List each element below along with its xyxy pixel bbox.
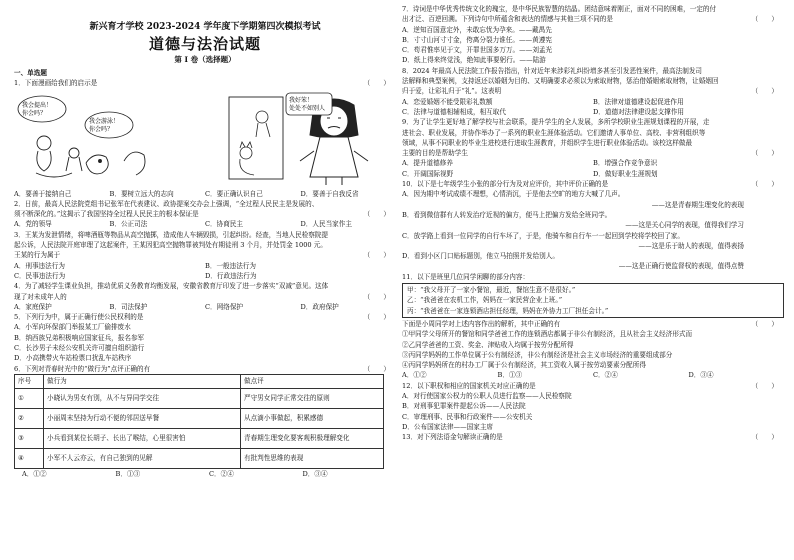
q10-comment-b: ——这是关心同学的表现，值得我们学习 <box>625 221 744 230</box>
q12-item-c[interactable]: C．审理刑事、民事和行政案件——公安机关 <box>402 412 533 421</box>
q3-option-a[interactable]: A．刑事违法行为 <box>14 261 65 270</box>
q10-item-a[interactable]: A．因为期中考试成绩不理想，心情消沉，于是他去空旷的地方大喊了几声。 <box>402 190 625 199</box>
q11-item-4: ④丙同学妈妈所在的村办工厂属于公有制经济，其工资收入属于按劳动要素分配所得 <box>402 361 646 370</box>
q7-line-1: 7．诗词是中华优秀传统文化的瑰宝，是中华民族智慧的结晶。团结意味着刚正，面对不同的困难，一定的付 <box>402 5 717 13</box>
animal-figures <box>36 136 145 177</box>
table-cell: ④ <box>15 448 44 468</box>
q11-item-2: ②乙同学爸爸的工资、奖金、津贴收入均属于按劳分配所得 <box>402 340 574 349</box>
table-cell: ③ <box>15 428 44 448</box>
q7-item-b[interactable]: B．寸寸山河寸寸金，侉离分裂力谁任。——黄遵宪 <box>402 35 552 44</box>
q11-quote-box <box>402 283 784 318</box>
q5-item-b[interactable]: B．纳西族兄弟积极响应国家征兵，报名参军 <box>14 333 145 342</box>
q13-stem: 13．对下列法语金句解读正确的是 （ ） <box>402 433 778 442</box>
speech-bubble-1 <box>18 96 66 122</box>
q7-item-a[interactable]: A．逆知百国意定外，未敢忘忧为孕来。——戴禺先 <box>402 25 552 34</box>
q9-options-row-2 <box>402 169 784 179</box>
cartoon-illustration <box>14 91 384 187</box>
table-header: 做行为 <box>44 374 241 388</box>
q4-line-2: 现了对未成年人的 （ ） <box>14 292 390 301</box>
q8-option-d[interactable]: D．道德对法律建设起支撑作用 <box>593 107 685 116</box>
table-row <box>15 388 384 408</box>
q7-item-c[interactable]: C．苟君惟率见于文，开罪世国多万万。——刘孟光 <box>402 46 553 55</box>
school-title: 新兴育才学校 2023-2024 学年度下学期第四次模拟考试 <box>89 22 321 32</box>
q6-table <box>14 374 384 469</box>
q3-options-row-2 <box>14 271 396 281</box>
q5-item-c[interactable]: C．长沙男子未经公安机关许可擅自组织游行 <box>14 344 145 353</box>
q2-option-b[interactable]: B．公正司法 <box>109 220 148 229</box>
q9-option-d[interactable]: D．做好职业生涯规划 <box>593 169 658 178</box>
q8-option-b[interactable]: B．法律对道德建设起促进作用 <box>593 97 684 106</box>
q1-cartoon <box>14 91 396 187</box>
q9-option-c[interactable]: C．开阔国际视野 <box>402 169 454 178</box>
left-column <box>14 4 396 479</box>
q10-comment-d: ——这是正确行使监督权的表现，值得点赞 <box>618 262 744 271</box>
q3-option-c[interactable]: C．民事违法行为 <box>14 271 66 280</box>
q3-options-row-1 <box>14 261 396 271</box>
table-cell: 小军不人云亦云，有自己独到的见解 <box>44 448 241 468</box>
q1-option-b[interactable]: B．要树立远大的志向 <box>109 189 174 198</box>
table-header: 做点评 <box>241 374 384 388</box>
q9-option-b[interactable]: B．增强合作竞争意识 <box>593 159 658 168</box>
q10-item-b[interactable]: B．看到微信群有人转发治疗近视的偏方，便马上把偏方发给全班同学。 <box>402 210 612 219</box>
q2-option-c[interactable]: C．协商民主 <box>205 220 244 229</box>
q8-option-c[interactable]: C．法律与道德相辅相成，相互取代 <box>402 107 506 116</box>
table-cell: 从点滴小事做起，积累感德 <box>241 408 384 428</box>
q12-item-d[interactable]: D．公布国家法律——国家主席 <box>402 422 494 431</box>
q9-line-1: 9．为了让学生更好地了解学校与社会联系，提升学生的全人发展，多所学校职业生涯规划课程的开展，走 <box>402 118 710 127</box>
q10-item-d[interactable]: D．看到小区门口贴标题别，他立马拍照并发给别人。 <box>402 252 559 261</box>
q11-option-c[interactable]: C．②④ <box>593 371 618 380</box>
q1-options <box>14 189 396 199</box>
q3-line-1: 3．王某为发泄情绪，将啤酒瓶等物品从高空抛掷，造成他人车辆毁损，引起纠纷。经查，当地人民检察院提 <box>14 230 329 239</box>
q11-question: 下面是小周同学对上述内容作出的解析，其中正确的有 （ ） <box>402 319 778 328</box>
table-cell: 小兵看到某位长胡子、长出了喉结，心里很害怕 <box>44 428 241 448</box>
table-cell: 严守男女同学正常交往的原则 <box>241 388 384 408</box>
q2-line-1: 2．日前，最高人民法院党组书记张军在代表建议、政协提案交办会上强调，“全过程人民民主是发展的、 <box>14 199 319 208</box>
table-cell: ① <box>15 388 44 408</box>
q1-option-d[interactable]: D．要善于自我反省 <box>300 189 359 198</box>
q7-line-2: 出才泛、百逆回溯。下列诗句中所蕴含和表达的情感与其他三项不同的是 （ ） <box>402 15 778 24</box>
q11-option-d[interactable]: D．③④ <box>688 371 714 380</box>
q8-option-a[interactable]: A．恋爱婚姻不能受限彩礼数额 <box>402 97 493 106</box>
q8-line-1: 8．2024 年最高人民法院工作报告指出，针对近年来涉彩礼纠纷增多甚至引发恶性案件，最高法制发司 <box>402 66 703 75</box>
q11-quote-jia: 甲：“我父母开了一家小餐馆，最近，餐馆生意不是很好。” <box>407 286 576 295</box>
q9-option-a[interactable]: A．提升道德修养 <box>402 159 453 168</box>
q6-option-c[interactable]: C．②④ <box>209 469 234 478</box>
table-header: 序号 <box>15 374 44 388</box>
q5-item-a[interactable]: A．小军向环保部门举报某工厂偷排废水 <box>14 323 131 332</box>
bubble-3-text: 我好笨！处处不如别人 <box>289 96 326 112</box>
q4-option-c[interactable]: C．网络保护 <box>205 302 244 311</box>
q12-stem: 12．以下职权和相应的国家机关对应正确的是 （ ） <box>402 381 778 390</box>
q6-options <box>14 469 396 479</box>
right-column <box>402 4 784 442</box>
q3-option-d[interactable]: D．行政违法行为 <box>205 271 257 280</box>
q5-stem: 5．下列行为中，属于正确行使公民权利的是 （ ） <box>14 313 390 322</box>
q2-option-a[interactable]: A．党的领导 <box>14 220 52 229</box>
q8-options-row-2 <box>402 107 784 117</box>
q4-option-b[interactable]: B．司法保护 <box>109 302 148 311</box>
q1-option-c[interactable]: C．要正确认识自己 <box>205 189 263 198</box>
q6-option-d[interactable]: D．③④ <box>302 469 328 478</box>
q12-item-b[interactable]: B．对刑事犯罪案件提起公诉——人民法院 <box>402 402 526 411</box>
q4-line-1: 4．为了减轻学生课业负担，推动优质义务教育均衡发展，安徽省教育厅印发了进一步落实“双减”意见。这体 <box>14 282 329 291</box>
table-header-row <box>15 374 384 388</box>
q3-line-3: 王某的行为属于 （ ） <box>14 251 390 260</box>
q10-comment-a: ——这是青春期生理变化的表现 <box>651 200 744 209</box>
q9-line-3: 领域，从事不同职业的毕业生进校进行进取生涯教育，并组织学生进行职业体验活动。该校这样做最 <box>402 138 693 147</box>
q4-option-a[interactable]: A．家庭保护 <box>14 302 52 311</box>
q12-item-a[interactable]: A．对行使国家公权力的公职人员进行监察——人民检察院 <box>402 391 572 400</box>
q3-option-b[interactable]: B．一般违法行为 <box>205 261 257 270</box>
q4-option-d[interactable]: D．政府保护 <box>300 302 339 311</box>
q9-options-row-1 <box>402 158 784 168</box>
q9-line-4: 主要的目的是帮助学生 （ ） <box>402 149 778 158</box>
bubble-2-text: 我会游泳！你会吗？ <box>89 117 120 133</box>
q1-option-a[interactable]: A．要善于接纳自己 <box>14 189 72 198</box>
q10-stem: 10．以下是七年级学生小张的部分行为及对应评价，其中评价正确的是 （ ） <box>402 180 778 189</box>
q6-option-a[interactable]: A．①② <box>22 469 47 478</box>
q2-options <box>14 219 396 229</box>
q8-options-row-1 <box>402 97 784 107</box>
q9-line-2: 进社会、职业发展，并协作举办了一系列的职业生涯体验活动。它们邀请人事单位、高校、非营利组织等 <box>402 128 706 137</box>
table-cell: 小晓认为男女有别，从不与异同学交往 <box>44 388 241 408</box>
q3-line-2: 起公诉，人民法院开庭审理了这起案件，王某因犯高空抛物罪被判处有期徒刑 3 个月，并处罚金 1000 元。 <box>14 241 327 250</box>
q6-option-b[interactable]: B．①③ <box>115 469 141 478</box>
q10-item-c[interactable]: C．放学路上看到一位同学的自行车坏了，于是，他骑车和自行车一一起回到学校将学校回了家。 <box>402 231 684 240</box>
mirror-frame <box>229 97 283 179</box>
q11-stem: 11．以下是班里几位同学闲聊的部分内容： <box>402 272 530 281</box>
q8-line-2: 法解释和典型案例，支持返还以婚姻为目的、又明确要求必须以为索取财物，惩治借婚姻索取财物，让婚姻回 <box>402 77 719 86</box>
table-cell: 有批判性思维的表现 <box>241 448 384 468</box>
table-cell: 小丽周末坚持为行动不便的邻居送早餐 <box>44 408 241 428</box>
q2-option-d[interactable]: D．人民当家作主 <box>300 220 352 229</box>
q6-stem: 6．下列对青春时光中的“做行为”点评正确的有 （ ） <box>14 364 390 373</box>
q11-quote-yi: 乙：“我爸爸在农机工作，妈妈在一家民营企业上班。” <box>407 296 563 305</box>
bubble-1-text: 我会提出！你会吗？ <box>22 101 53 117</box>
q4-options <box>14 302 396 312</box>
table-cell: ② <box>15 408 44 428</box>
table-row <box>15 408 384 428</box>
table-cell: 青春期生理变化要客观积极理解变化 <box>241 428 384 448</box>
section-heading: 一、单选题 <box>14 69 47 77</box>
q8-line-3: 归于爱，让彩礼归于“礼”。这表明 （ ） <box>402 87 778 96</box>
speech-bubble-2 <box>85 112 133 138</box>
q11-quote-bing: 丙：“我爸爸在一家连锁酒店担任经理，妈妈在外协力工厂担任会计。” <box>407 306 609 315</box>
q7-item-d[interactable]: D．纸上得来终觉浅，绝知此事要躬行。——陆游 <box>402 56 546 65</box>
table-row <box>15 448 384 468</box>
q11-option-a[interactable]: A．①② <box>402 371 427 380</box>
table-row <box>15 428 384 448</box>
q11-item-3: ③丙同学妈妈的工作单位属于公有制经济，非公有制经济是社会主义市场经济的重要组成部分 <box>402 350 673 359</box>
q11-option-b[interactable]: B．①③ <box>497 371 523 380</box>
q5-item-d[interactable]: D．小高携带火车站检票口扰乱车站秩序 <box>14 354 132 363</box>
question-1-stem: 1．下面漫画给我们的启示是 （ ） <box>14 79 390 88</box>
q10-comment-c: ——这是乐于助人的表现，值得表扬 <box>638 241 744 250</box>
q2-line-2: 须不断深化的。”这揭示了我国坚持全过程人民民主的根本保证是 （ ） <box>14 210 390 219</box>
q11-options <box>402 370 784 380</box>
subject-title: 道德与法治试题 <box>148 35 261 53</box>
q11-item-1: ①甲同学父母所开的餐馆和同学爸爸工作的连锁酒店都属于非公有制经济，且从社会主义经济形式而 <box>402 330 693 339</box>
volume-title: 第 I 卷（选择题） <box>174 55 236 64</box>
